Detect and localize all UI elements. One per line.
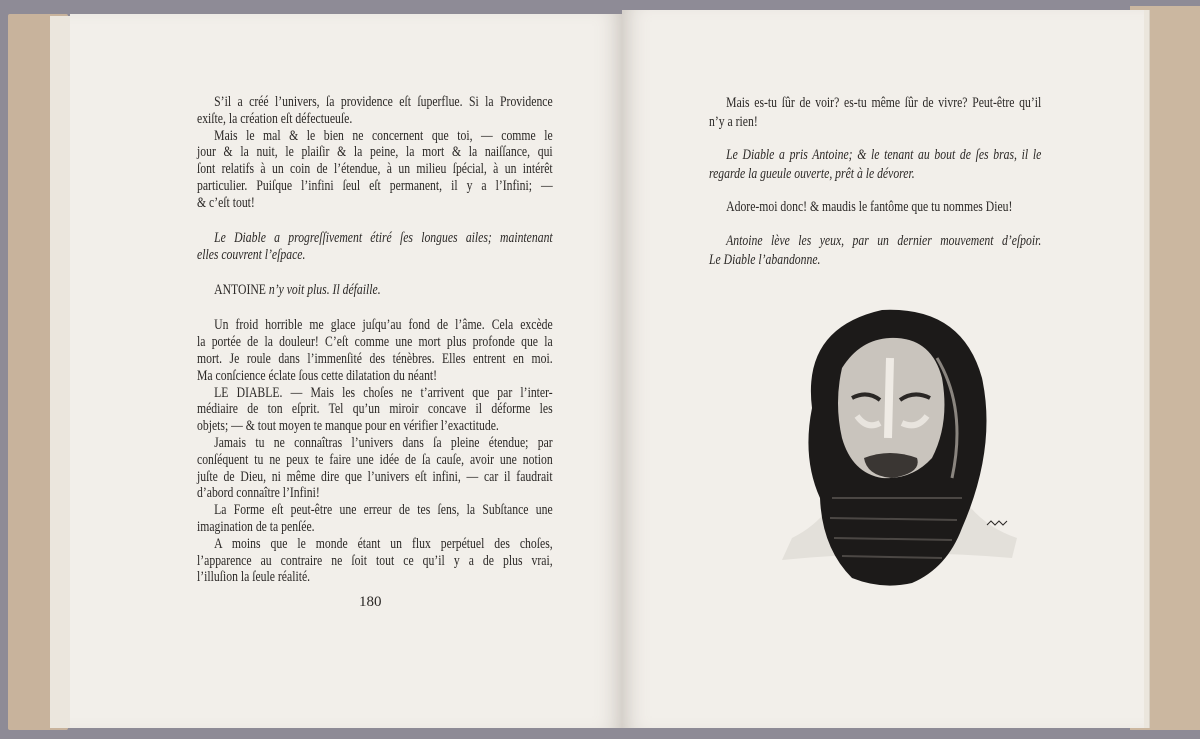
speaker-name: ANTOINE [214,282,266,299]
paragraph [197,385,553,435]
text-line: Le Diable a pris Antoine; & le tenant au bout de ſes bras, il le [726,147,1042,164]
paragraph [709,198,1041,217]
paragraph-gap [197,264,553,283]
text-line: Mais es-tu ſûr de voir? es-tu même ſûr de vivre? Peut-être qu’il [726,95,1042,111]
paragraph-gap [197,299,553,318]
text-line: conſéquent tu ne peux te faire une idée de ſa cauſe, avoir une notion [197,451,553,468]
paragraph-gap [709,183,1041,198]
text-line: LE DIABLE. — Mais les choſes ne t’arrivent que par l’inter- [214,384,553,401]
right-page [622,10,1144,728]
text-line: ſont relatifs à un coin de l’étendue, à un milieu ſpécial, à un intérêt [197,161,553,178]
left-page [70,14,622,728]
text-line: S’il a créé l’univers, ſa providence eſt ſuperflue. Si la Providence [214,94,553,110]
paragraph [197,94,553,128]
text-line: elles couvrent l’eſpace. [197,246,306,263]
paragraph [197,128,553,212]
text-line: l’apparence au contraire ne ſoit tout ce qu’il y a de plus vrai, [197,552,553,569]
paragraph [709,146,1041,183]
stage-direction: n’y voit plus. Il défaille. [265,282,381,299]
text-line: médiaire de ton eſprit. Tel qu’un miroir concave il déforme les [197,401,553,418]
paragraph [197,435,553,502]
text-line [197,282,553,299]
text-line: A moins que le monde étant un flux perpétuel des choſes, [214,535,553,552]
text-line: juſte de Dieu, ni même dire que l’univers eſt infini, — car il faudrait [197,468,553,485]
text-line: & c’eſt tout! [197,194,255,211]
page-number: 180 [359,594,382,610]
paragraph [197,282,553,299]
text-line: d’abord connaître l’Infini! [197,485,320,502]
paragraph [709,94,1041,131]
text-line: Un froid horrible me glace juſqu’au fond de l’âme. Cela excède [214,317,553,334]
paragraph [197,502,553,536]
text-line: l’illuſion la ſeule réalité. [197,569,311,586]
paragraph [197,536,553,586]
text-line: particulier. Puiſque l’infini ſeul eſt permanent, il y a l’Infini; — [197,177,553,194]
text-line: Adore-moi donc! & maudis le fantôme que tu nommes Dieu! [726,199,1013,216]
paragraph [197,317,553,384]
text-line: Jamais tu ne connaîtras l’univers dans ſa pleine étendue; par [214,435,553,452]
text-line: exiſte, la création eſt défectueuſe. [197,110,353,127]
paragraph-gap [709,131,1041,146]
paragraph-gap [197,212,553,231]
text-line: objets; — & tout moyen te manque pour en vérifier l’exactitude. [197,418,499,435]
text-line: imagination de ta penſée. [197,519,315,536]
right-page-text [709,94,1041,269]
text-line: la portée de la douleur! C’eſt comme une mort plus profonde que la [197,334,553,351]
text-line: n’y a rien! [709,113,758,130]
head-illustration [772,298,1022,593]
text-line: Ma conſcience éclate ſous cette dilatation du néant! [197,367,438,384]
text-line: Antoine lève les yeux, par un dernier mouvement d’eſpoir. [726,232,1042,249]
text-line: La Forme eſt peut-être une erreur de tes ſens, la Subſtance une [214,502,553,519]
text-line: Le Diable a progreſſivement étiré ſes longues ailes; maintenant [214,230,553,247]
left-page-text [197,94,553,586]
paragraph [197,230,553,264]
text-line: mort. Je roule dans l’immenſité des ténèbres. Elles entrent en moi. [197,351,553,368]
text-line: jour & la nuit, le plaiſir & la peine, la mort & la naiſſance, qui [197,144,553,161]
text-line: Le Diable l’abandonne. [709,251,821,268]
paragraph-gap [709,217,1041,232]
paragraph [709,232,1041,269]
text-line: regarde la gueule ouverte, prêt à le dévorer. [709,165,915,182]
text-line: Mais le mal & le bien ne concernent que toi, — comme le [214,127,553,144]
